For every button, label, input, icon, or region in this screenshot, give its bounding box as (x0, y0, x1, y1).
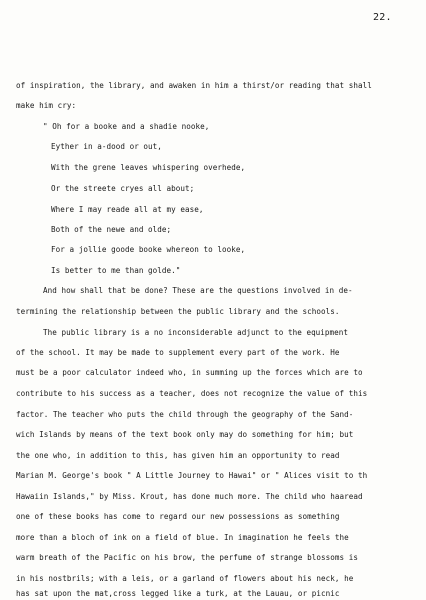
verse-line: " Oh for a booke and a shadie nooke, (43, 122, 210, 131)
text-line: in his nostbrils; with a leis, or a garland of flowers about his neck, he (16, 574, 354, 583)
text-line: The public library is a no inconsiderable adjunct to the equipment (43, 328, 349, 337)
text-line: one of these books has come to regard our new possessions as something (16, 512, 340, 521)
text-line: factor. The teacher who puts the child through the geography of the Sand- (16, 410, 354, 419)
text-line: termining the relationship between the public library and the schools. (16, 307, 340, 316)
text-line: make him cry: (16, 101, 77, 110)
verse-line: Eyther in a-dood or out, (51, 142, 162, 151)
page-number: 22. (373, 12, 392, 23)
text-line: Hawaiin Islands," by Miss. Krout, has done much more. The child who haaread (16, 492, 363, 501)
text-line: has sat upon the mat,cross legged like a turk, at the Lauau, or picnic (16, 589, 340, 598)
verse-line: Both of the newe and olde; (51, 225, 172, 234)
text-line: wich Islands by means of the text book only may do something for him; but (16, 430, 354, 439)
text-line: warm breath of the Pacific on his brow, the perfume of strange blossoms is (16, 553, 359, 562)
verse-line: With the grene leaves whispering overhede, (51, 163, 246, 172)
verse-line: Or the streete cryes all about; (51, 184, 195, 193)
text-line: the one who, in addition to this, has given him an opportunity to read (16, 451, 340, 460)
text-line: must be a poor calculator indeed who, in summing up the forces which are to (16, 368, 363, 377)
text-line: contribute to his success as a teacher, does not recognize the value of this (16, 389, 368, 398)
text-line: of the school. It may be made to supplement every part of the work. He (16, 348, 340, 357)
text-line: more than a bloch of ink on a field of blue. In imagination he feels the (16, 533, 349, 542)
text-line: And how shall that be done? These are the questions involved in de- (43, 286, 353, 295)
text-line: Marian M. George's book " A Little Journey to Hawai" or " Alices visit to th (16, 471, 368, 480)
verse-line: Where I may reade all at my ease, (51, 205, 204, 214)
verse-line: For a jollie goode booke whereon to looke, (51, 245, 246, 254)
verse-line: Is better to me than golde." (51, 266, 181, 275)
text-line: of inspiration, the library, and awaken in him a thirst/or reading that shall (16, 81, 372, 90)
